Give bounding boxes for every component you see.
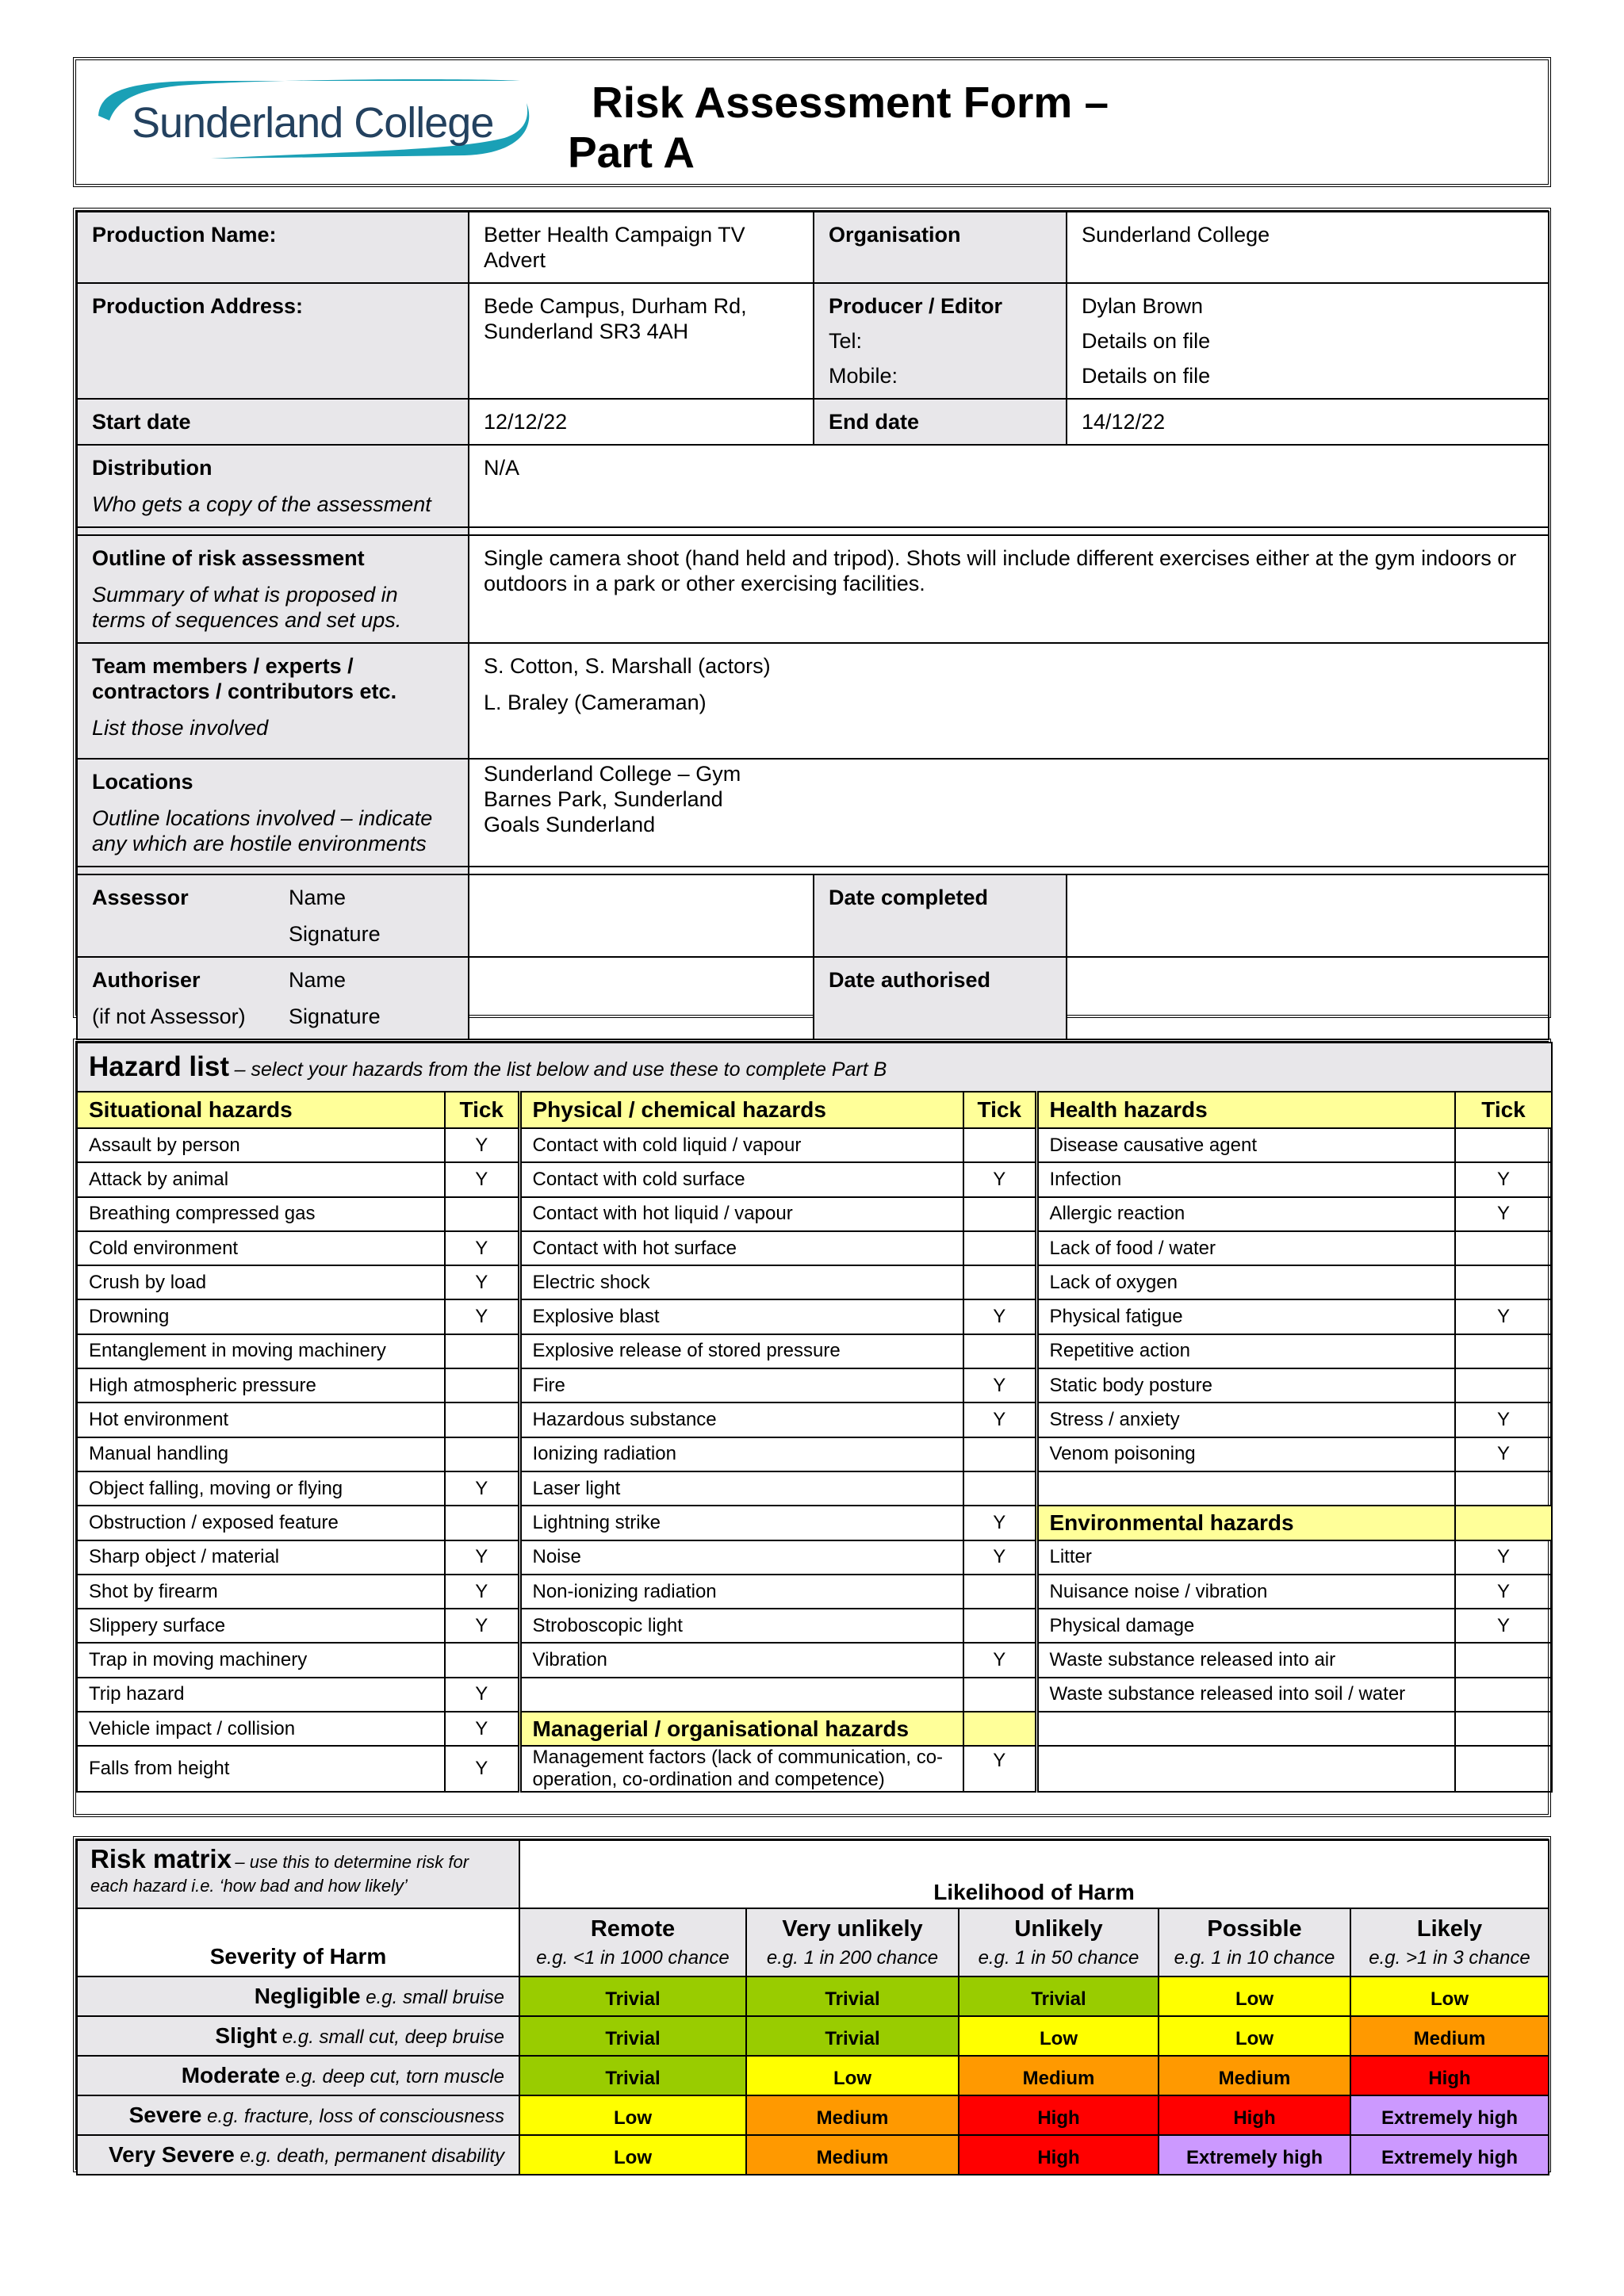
health-hazard: Repetitive action [1036, 1334, 1455, 1368]
physical-hazard: Contact with hot liquid / vapour [519, 1197, 963, 1231]
producer-values[interactable] [1067, 283, 1549, 399]
likelihood-name: Likely [1416, 1915, 1483, 1942]
risk-cell: Low [519, 2135, 746, 2175]
risk-cell: High [959, 2095, 1159, 2135]
physical-hazard: Electric shock [519, 1265, 963, 1299]
production-info-table [76, 211, 1549, 1040]
situational-tick[interactable]: Y [445, 1231, 519, 1265]
environmental-hazard: Litter [1036, 1540, 1455, 1575]
locations-hint: Outline locations involved – indicate any which are hostile environments [92, 806, 433, 855]
likelihood-column-header [959, 1908, 1159, 1976]
physical-hazard: Explosive release of stored pressure [519, 1334, 963, 1368]
physical-tick[interactable]: Y [963, 1402, 1036, 1437]
risk-cell: Trivial [519, 2056, 746, 2095]
environmental-tick[interactable]: Y [1455, 1575, 1552, 1609]
address-label: Production Address: [77, 283, 469, 399]
physical-tick[interactable]: Y [963, 1540, 1036, 1575]
outline-label-cell [77, 535, 469, 643]
physical-tick[interactable] [963, 1609, 1036, 1643]
tick-header: Tick [963, 1092, 1036, 1128]
empty-tick[interactable] [1455, 1471, 1552, 1506]
distribution-label-cell [77, 445, 469, 527]
situational-tick[interactable]: Y [445, 1609, 519, 1643]
health-hazard: Stress / anxiety [1036, 1402, 1455, 1437]
environmental-tick[interactable] [1455, 1678, 1552, 1712]
health-tick[interactable] [1455, 1368, 1552, 1402]
situational-hazard: Sharp object / material [77, 1540, 445, 1575]
health-hazard: Physical fatigue [1036, 1299, 1455, 1334]
severity-label [77, 2095, 519, 2135]
situational-tick[interactable] [445, 1197, 519, 1231]
physical-hazard: Ionizing radiation [519, 1437, 963, 1471]
team-label: Team members / experts / contractors / contributors etc. [92, 654, 397, 703]
environmental-hazard: Waste substance released into air [1036, 1643, 1455, 1677]
severity-row [77, 1976, 1549, 2016]
likelihood-example: e.g. 1 in 200 chance [766, 1946, 939, 1969]
team-value[interactable] [469, 643, 1549, 759]
hazard-row [77, 1162, 1552, 1196]
distribution-hint: Who gets a copy of the assessment [92, 492, 431, 516]
situational-hazard: Object falling, moving or flying [77, 1471, 445, 1506]
hazard-row [77, 1231, 1552, 1265]
date-completed-label: Date completed [814, 874, 1067, 957]
health-tick[interactable]: Y [1455, 1197, 1552, 1231]
environmental-hazard: Waste substance released into soil / water [1036, 1678, 1455, 1712]
situational-hazard: Crush by load [77, 1265, 445, 1299]
likelihood-column-header [1159, 1908, 1350, 1976]
assessor-label-cell [77, 874, 469, 957]
risk-cell: Trivial [746, 2016, 959, 2056]
empty-cell [1036, 1712, 1455, 1746]
physical-tick[interactable] [963, 1197, 1036, 1231]
risk-matrix [73, 1836, 1551, 2172]
physical-tick[interactable] [963, 1128, 1036, 1162]
managerial-tick-header [963, 1712, 1036, 1746]
severity-example: e.g. small cut, deep bruise [282, 2026, 504, 2048]
hazard-row [77, 1712, 1552, 1746]
situational-hazard: Shot by firearm [77, 1575, 445, 1609]
likelihood-example: e.g. >1 in 3 chance [1369, 1946, 1530, 1969]
environmental-tick-header [1455, 1506, 1552, 1540]
hazard-note: – select your hazards from the list below and use these to complete Part B [234, 1058, 887, 1081]
risk-cell: High [1350, 2056, 1549, 2095]
severity-row [77, 2016, 1549, 2056]
empty-cell [1036, 1471, 1455, 1506]
producer-label: Producer / Editor [829, 294, 1003, 318]
risk-cell: High [959, 2135, 1159, 2175]
physical-tick[interactable]: Y [963, 1162, 1036, 1196]
logo-text: Sunderland College [132, 99, 494, 147]
page-title [568, 78, 1109, 178]
risk-cell: Extremely high [1350, 2135, 1549, 2175]
situational-hazard: Entanglement in moving machinery [77, 1334, 445, 1368]
situational-hazard: Trip hazard [77, 1678, 445, 1712]
physical-tick[interactable] [963, 1575, 1036, 1609]
environmental-tick[interactable] [1455, 1643, 1552, 1677]
risk-cell: Low [519, 2095, 746, 2135]
risk-cell: Low [1159, 1976, 1350, 2016]
empty-tick[interactable] [963, 1678, 1036, 1712]
physical-hazard: Vibration [519, 1643, 963, 1677]
likelihood-example: e.g. 1 in 50 chance [978, 1946, 1139, 1969]
authoriser-note: (if not Assessor) [92, 1004, 246, 1028]
health-hazard: Lack of oxygen [1036, 1265, 1455, 1299]
environmental-tick[interactable]: Y [1455, 1540, 1552, 1575]
situational-hazard: Hot environment [77, 1402, 445, 1437]
physical-tick[interactable] [963, 1471, 1036, 1506]
location-3[interactable]: Goals Sunderland [484, 813, 656, 836]
risk-cell: Trivial [959, 1976, 1159, 2016]
situational-hazard: Drowning [77, 1299, 445, 1334]
environmental-hazard: Nuisance noise / vibration [1036, 1575, 1455, 1609]
hazard-row [77, 1368, 1552, 1402]
situational-tick[interactable]: Y [445, 1575, 519, 1609]
production-name-value[interactable]: Better Health Campaign TV Advert [469, 212, 814, 283]
managerial-hazard: Management factors (lack of communication, co-operation, co-ordination and competence) [519, 1746, 963, 1792]
environmental-header: Environmental hazards [1036, 1506, 1455, 1540]
distribution-label: Distribution [92, 456, 213, 480]
severity-name: Severe [128, 2103, 202, 2127]
producer-value[interactable]: Dylan Brown [1082, 294, 1204, 318]
physical-tick[interactable]: Y [963, 1368, 1036, 1402]
hazard-row [77, 1678, 1552, 1712]
risk-cell: Medium [746, 2135, 959, 2175]
likelihood-example: e.g. <1 in 1000 chance [536, 1946, 730, 1969]
hazard-row [77, 1197, 1552, 1231]
situational-tick[interactable]: Y [445, 1678, 519, 1712]
team-line-1[interactable]: S. Cotton, S. Marshall (actors) [484, 654, 771, 678]
authoriser-entry[interactable] [469, 957, 814, 1039]
risk-matrix-title: Risk matrix [90, 1844, 232, 1873]
health-tick[interactable]: Y [1455, 1402, 1552, 1437]
severity-example: e.g. deep cut, torn muscle [285, 2066, 504, 2087]
severity-name: Moderate [181, 2063, 281, 2087]
environmental-tick[interactable]: Y [1455, 1609, 1552, 1643]
outline-label: Outline of risk assessment [92, 546, 365, 570]
physical-tick[interactable]: Y [963, 1643, 1036, 1677]
start-date-value[interactable]: 12/12/22 [469, 399, 814, 445]
likelihood-name: Unlikely [1014, 1915, 1103, 1942]
risk-cell: Low [1159, 2016, 1350, 2056]
likelihood-column-header [519, 1908, 746, 1976]
tick-header: Tick [445, 1092, 519, 1128]
form-header [73, 57, 1551, 187]
end-date-value[interactable]: 14/12/22 [1067, 399, 1549, 445]
physical-tick[interactable] [963, 1265, 1036, 1299]
physical-hazard: Contact with cold liquid / vapour [519, 1128, 963, 1162]
situational-tick[interactable]: Y [445, 1265, 519, 1299]
situational-tick[interactable]: Y [445, 1128, 519, 1162]
risk-cell: Medium [1350, 2016, 1549, 2056]
hazard-row [77, 1609, 1552, 1643]
hazard-table [76, 1042, 1553, 1793]
tel-value[interactable]: Details on file [1082, 329, 1211, 353]
organisation-label: Organisation [814, 212, 1067, 283]
severity-example: e.g. small bruise [366, 1987, 504, 2008]
managerial-header: Managerial / organisational hazards [519, 1712, 963, 1746]
locations-label: Locations [92, 770, 193, 794]
severity-label [77, 1976, 519, 2016]
health-header: Health hazards [1036, 1092, 1455, 1128]
risk-cell: Extremely high [1350, 2095, 1549, 2135]
likelihood-column-header [1350, 1908, 1549, 1976]
severity-label [77, 2056, 519, 2095]
severity-name: Very Severe [108, 2142, 235, 2167]
hazard-row [77, 1299, 1552, 1334]
severity-example: e.g. fracture, loss of consciousness [207, 2106, 504, 2127]
physical-hazard: Explosive blast [519, 1299, 963, 1334]
situational-hazard: Attack by animal [77, 1162, 445, 1196]
hazard-title: Hazard list [89, 1051, 229, 1082]
team-hint: List those involved [92, 716, 269, 740]
physical-tick[interactable] [963, 1231, 1036, 1265]
physical-hazard: Contact with cold surface [519, 1162, 963, 1196]
physical-tick[interactable]: Y [963, 1299, 1036, 1334]
health-hazard: Lack of food / water [1036, 1231, 1455, 1265]
situational-tick[interactable]: Y [445, 1471, 519, 1506]
physical-hazard: Contact with hot surface [519, 1231, 963, 1265]
hazard-row [77, 1334, 1552, 1368]
empty-tick[interactable] [1455, 1712, 1552, 1746]
situational-hazard: Manual handling [77, 1437, 445, 1471]
address-value[interactable]: Bede Campus, Durham Rd, Sunderland SR3 4AH [469, 283, 814, 399]
likelihood-example: e.g. 1 in 10 chance [1174, 1946, 1335, 1969]
situational-tick[interactable]: Y [445, 1299, 519, 1334]
situational-tick[interactable] [445, 1368, 519, 1402]
risk-cell: Trivial [519, 1976, 746, 2016]
hazard-row [77, 1575, 1552, 1609]
situational-tick[interactable] [445, 1402, 519, 1437]
mobile-value[interactable]: Details on file [1082, 364, 1211, 388]
production-info [73, 208, 1551, 1028]
organisation-value[interactable]: Sunderland College [1067, 212, 1549, 283]
situational-tick[interactable] [445, 1643, 519, 1677]
environmental-hazard: Physical damage [1036, 1609, 1455, 1643]
physical-hazard: Noise [519, 1540, 963, 1575]
risk-matrix-title-cell [77, 1840, 519, 1908]
empty-cell [1036, 1746, 1455, 1792]
hazard-row [77, 1471, 1552, 1506]
situational-header: Situational hazards [77, 1092, 445, 1128]
health-hazard: Venom poisoning [1036, 1437, 1455, 1471]
likelihood-column-header [746, 1908, 959, 1976]
outline-hint: Summary of what is proposed in terms of sequences and set ups. [92, 583, 402, 632]
health-tick[interactable] [1455, 1265, 1552, 1299]
health-tick[interactable]: Y [1455, 1437, 1552, 1471]
assessor-name-label: Name [289, 886, 347, 909]
location-1[interactable]: Sunderland College – Gym [484, 762, 741, 786]
assessor-entry[interactable] [469, 874, 814, 957]
hazard-row [77, 1265, 1552, 1299]
team-line-2[interactable]: L. Braley (Cameraman) [484, 691, 707, 714]
physical-hazard: Non-ionizing radiation [519, 1575, 963, 1609]
hazard-row [77, 1643, 1552, 1677]
risk-cell: Low [746, 2056, 959, 2095]
severity-header: Severity of Harm [77, 1908, 519, 1976]
situational-tick[interactable] [445, 1506, 519, 1540]
date-authorised-value[interactable] [1067, 957, 1549, 1039]
situational-hazard: Cold environment [77, 1231, 445, 1265]
locations-value[interactable] [469, 759, 1549, 867]
situational-hazard: Falls from height [77, 1746, 445, 1792]
assessor-signature-label: Signature [289, 922, 381, 946]
health-tick[interactable] [1455, 1231, 1552, 1265]
hazard-list-title [77, 1043, 1552, 1092]
situational-tick[interactable] [445, 1334, 519, 1368]
hazard-row [77, 1506, 1552, 1540]
situational-tick[interactable]: Y [445, 1540, 519, 1575]
situational-hazard: Trap in moving machinery [77, 1643, 445, 1677]
situational-hazard: Obstruction / exposed feature [77, 1506, 445, 1540]
situational-hazard: Vehicle impact / collision [77, 1712, 445, 1746]
production-name-label: Production Name: [77, 212, 469, 283]
authoriser-signature-label: Signature [289, 1004, 381, 1028]
severity-label [77, 2135, 519, 2175]
physical-hazard: Stroboscopic light [519, 1609, 963, 1643]
risk-cell: Trivial [519, 2016, 746, 2056]
risk-cell: Low [959, 2016, 1159, 2056]
risk-cell: Medium [959, 2056, 1159, 2095]
hazard-row [77, 1540, 1552, 1575]
severity-example: e.g. death, permanent disability [239, 2145, 504, 2167]
health-tick[interactable]: Y [1455, 1299, 1552, 1334]
assessor-label: Assessor [92, 886, 189, 909]
health-hazard: Infection [1036, 1162, 1455, 1196]
situational-hazard: High atmospheric pressure [77, 1368, 445, 1402]
severity-name: Negligible [254, 1984, 361, 2008]
physical-tick[interactable]: Y [963, 1506, 1036, 1540]
hazard-row [77, 1746, 1552, 1792]
health-tick[interactable] [1455, 1128, 1552, 1162]
tick-header: Tick [1455, 1092, 1552, 1128]
date-authorised-label: Date authorised [814, 957, 1067, 1039]
authoriser-label: Authoriser [92, 968, 201, 992]
physical-hazard: Fire [519, 1368, 963, 1402]
severity-row [77, 2095, 1549, 2135]
risk-cell: High [1159, 2095, 1350, 2135]
health-hazard: Static body posture [1036, 1368, 1455, 1402]
hazard-row [77, 1437, 1552, 1471]
health-hazard: Allergic reaction [1036, 1197, 1455, 1231]
situational-hazard: Breathing compressed gas [77, 1197, 445, 1231]
location-2[interactable]: Barnes Park, Sunderland [484, 787, 723, 811]
tel-label: Tel: [829, 329, 863, 353]
empty-cell [519, 1678, 963, 1712]
team-label-cell [77, 643, 469, 759]
mobile-label: Mobile: [829, 364, 898, 388]
situational-hazard: Assault by person [77, 1128, 445, 1162]
situational-tick[interactable]: Y [445, 1746, 519, 1792]
risk-matrix-table [76, 1839, 1549, 2175]
empty-tick[interactable] [1455, 1746, 1552, 1792]
college-logo [92, 71, 544, 168]
likelihood-name: Remote [590, 1915, 676, 1942]
severity-label [77, 2016, 519, 2056]
managerial-tick[interactable]: Y [963, 1746, 1036, 1792]
health-tick[interactable] [1455, 1334, 1552, 1368]
severity-row [77, 2056, 1549, 2095]
severity-name: Slight [215, 2023, 278, 2048]
situational-tick[interactable]: Y [445, 1162, 519, 1196]
hazard-list [73, 1039, 1551, 1817]
likelihood-name: Very unlikely [782, 1915, 923, 1942]
distribution-value[interactable]: N/A [469, 445, 1549, 527]
title-line-2: Part A [568, 128, 695, 177]
physical-hazard: Laser light [519, 1471, 963, 1506]
health-hazard: Disease causative agent [1036, 1128, 1455, 1162]
risk-cell: Extremely high [1159, 2135, 1350, 2175]
hazard-row [77, 1128, 1552, 1162]
risk-matrix-note: – use this to determine risk for each hazard i.e. ‘how bad and how likely’ [90, 1852, 469, 1896]
locations-label-cell [77, 759, 469, 867]
producer-labels [814, 283, 1067, 399]
situational-tick[interactable]: Y [445, 1712, 519, 1746]
title-line-1: Risk Assessment Form – [592, 78, 1109, 127]
authoriser-name-label: Name [289, 968, 347, 992]
authoriser-label-cell [77, 957, 469, 1039]
physical-tick[interactable] [963, 1437, 1036, 1471]
end-date-label: End date [814, 399, 1067, 445]
likelihood-name: Possible [1207, 1915, 1302, 1942]
risk-cell: Medium [1159, 2056, 1350, 2095]
physical-hazard: Lightning strike [519, 1506, 963, 1540]
risk-cell: Low [1350, 1976, 1549, 2016]
hazard-row [77, 1402, 1552, 1437]
situational-hazard: Slippery surface [77, 1609, 445, 1643]
risk-cell: Medium [746, 2095, 959, 2135]
risk-cell: Trivial [746, 1976, 959, 2016]
start-date-label: Start date [77, 399, 469, 445]
severity-row [77, 2135, 1549, 2175]
outline-value[interactable]: Single camera shoot (hand held and tripod). Shots will include different exercises either at the gym indoors or outdoors in a park or other exercising facilities. [469, 535, 1549, 643]
health-tick[interactable]: Y [1455, 1162, 1552, 1196]
situational-tick[interactable] [445, 1437, 519, 1471]
likelihood-header: Likelihood of Harm [519, 1840, 1549, 1908]
date-completed-value[interactable] [1067, 874, 1549, 957]
physical-hazard: Hazardous substance [519, 1402, 963, 1437]
physical-tick[interactable] [963, 1334, 1036, 1368]
physical-header: Physical / chemical hazards [519, 1092, 963, 1128]
